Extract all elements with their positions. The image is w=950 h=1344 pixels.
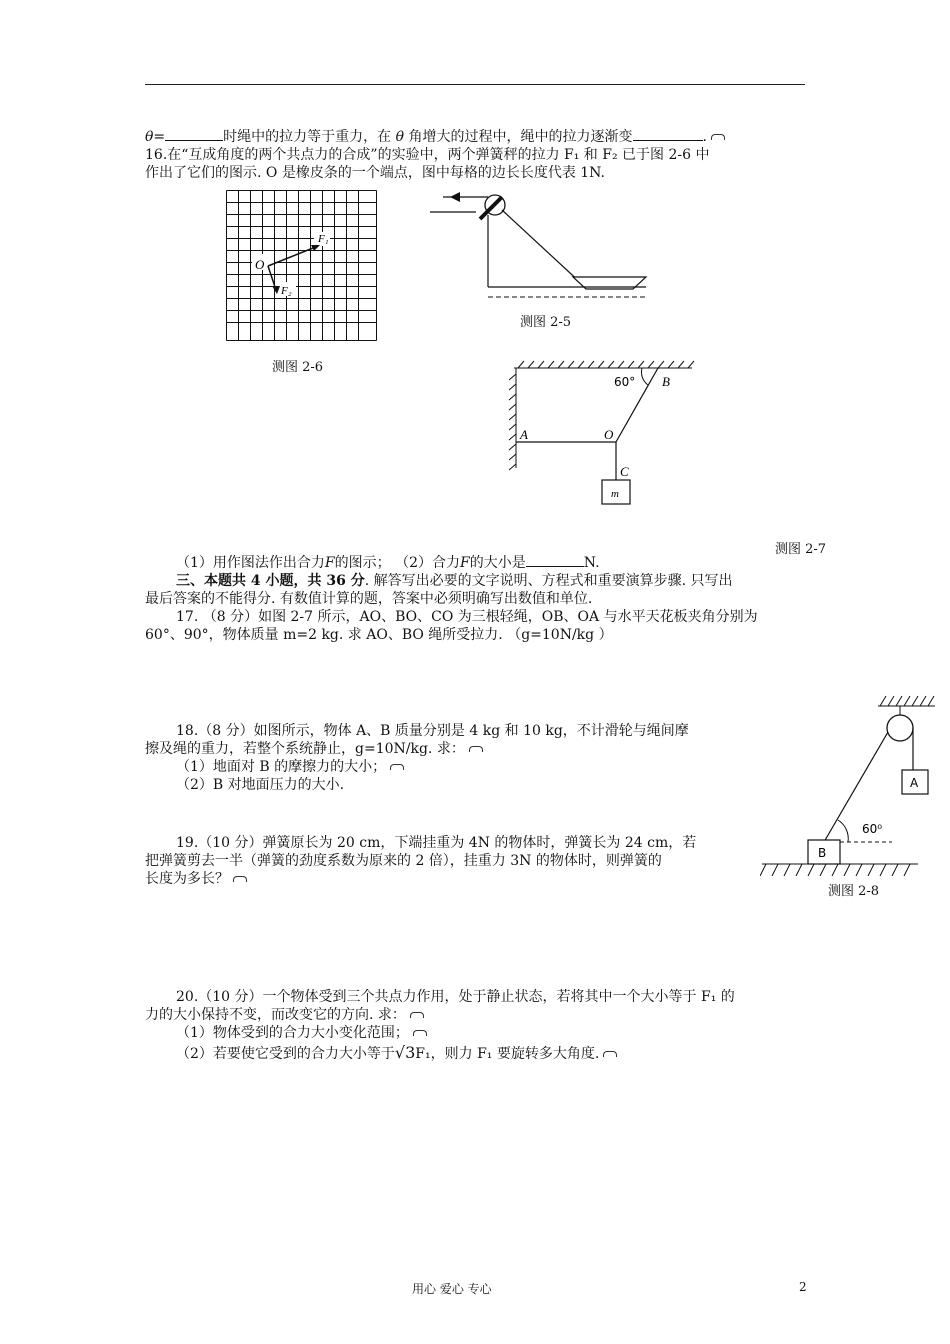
q19-line-3: 长度为多长？ <box>145 870 247 888</box>
figure-2-7-ropes <box>502 360 702 510</box>
q20-sub-2: （2）若要使它受到的合力大小等于√3F₁，则力 F₁ 要旋转多大角度. <box>176 1044 617 1063</box>
q20-line-1: 20.（10 分）一个物体受到三个共点力作用，处于静止状态，若将其中一个大小等于 F₁ 的 <box>176 989 735 1005</box>
answer-blank-3 <box>526 554 584 567</box>
caption-fig-2-7: 测图 2-7 <box>775 542 827 557</box>
sqrt3-symbol: √3 <box>394 1043 416 1062</box>
point-a-label: A <box>520 427 528 442</box>
header-rule <box>145 84 805 85</box>
q18-sub-2: （2）B 对地面压力的大小. <box>176 777 345 793</box>
answer-blank-2 <box>633 128 703 141</box>
point-o-label: O <box>255 257 265 272</box>
angle-label: 60⁰ <box>862 822 883 836</box>
edit-mark-icon <box>413 1030 427 1036</box>
caption-fig-2-5: 测图 2-5 <box>520 315 572 330</box>
edit-mark-icon <box>469 746 483 752</box>
q16-prompt: （1）用作图法作出合力F的图示； （2）合力F的大小是 N. <box>176 555 600 571</box>
edit-mark-icon <box>410 1012 424 1018</box>
q18-line-2: 擦及绳的重力，若整个系统静止，g=10N/kg. 求： <box>145 740 483 758</box>
f1-label: F₁ <box>318 233 329 245</box>
edit-mark-icon <box>233 876 247 882</box>
figure-2-8-pulley-system <box>760 692 940 892</box>
mass-label: m <box>611 488 619 500</box>
angle-label: 60° <box>614 375 636 389</box>
q19-line-1: 19.（10 分）弹簧原长为 20 cm，下端挂重为 4N 的物体时，弹簧长为 24 cm，若 <box>176 835 697 851</box>
figure-2-5-pulley <box>428 185 653 315</box>
q18-line-1: 18.（8 分）如图所示，物体 A、B 质量分别是 4 kg 和 10 kg，不计滑轮与绳间摩 <box>176 723 689 739</box>
answer-blank-1 <box>165 128 223 141</box>
block-b-label: B <box>818 846 827 860</box>
theta-symbol: θ= <box>145 129 166 145</box>
q17-line-1: 17. （8 分）如图 2-7 所示，AO、BO、CO 为三根轻绳，OB、OA 与水平天花板夹角分别为 <box>176 609 758 625</box>
edit-mark-icon <box>603 1051 617 1057</box>
caption-fig-2-8: 测图 2-8 <box>828 884 880 899</box>
point-b-label: B <box>662 374 670 389</box>
q20-line-2: 力的大小保持不变，而改变它的方向. 求： <box>145 1006 424 1024</box>
footer-slogan: 用心 爱心 专心 <box>412 1282 492 1296</box>
section-3-note: 最后答案的不能得分. 有数值计算的题，答案中必须明确写出数值和单位. <box>145 591 593 607</box>
f2-label: F₂ <box>281 285 292 297</box>
pulley-icon <box>887 715 913 741</box>
point-c-label: C <box>620 464 629 479</box>
arrow-left-icon <box>450 192 460 202</box>
page-number: 2 <box>799 1280 807 1294</box>
q18-sub-1: （1）地面对 B 的摩擦力的大小； <box>176 758 404 776</box>
q17-line-2: 60°、90°，物体质量 m=2 kg. 求 AO、BO 绳所受拉力. （g=10N/kg ） <box>145 627 613 643</box>
q15-tail: θ= 时绳中的拉力等于重力，在 θ 角增大的过程中，绳中的拉力逐渐变 . <box>145 128 725 146</box>
q16-line-1: 16.在“互成角度的两个共点力的合成”的实验中，两个弹簧秤的拉力 F₁ 和 F₂ 已于图 2-6 中 <box>145 147 710 163</box>
point-o-label: O <box>604 427 614 442</box>
q20-sub-1: （1）物体受到的合力大小变化范围； <box>176 1024 427 1042</box>
section-3-heading: 三、本题共 4 小题，共 36 分. 解答写出必要的文字说明、方程式和重要演算步骤. 只写出 <box>176 573 733 589</box>
edit-mark-icon <box>390 764 404 770</box>
q19-line-2: 把弹簧剪去一半（弹簧的劲度系数为原来的 2 倍），挂重力 3N 的物体时，则弹簧的 <box>145 853 662 869</box>
figure-2-6-grid <box>226 190 378 342</box>
q16-line-2: 作出了它们的图示. O 是橡皮条的一个端点，图中每格的边长长度代表 1N. <box>145 165 605 181</box>
block-a-label: A <box>910 776 919 790</box>
edit-mark-icon <box>711 134 725 140</box>
caption-fig-2-6: 测图 2-6 <box>272 360 324 375</box>
